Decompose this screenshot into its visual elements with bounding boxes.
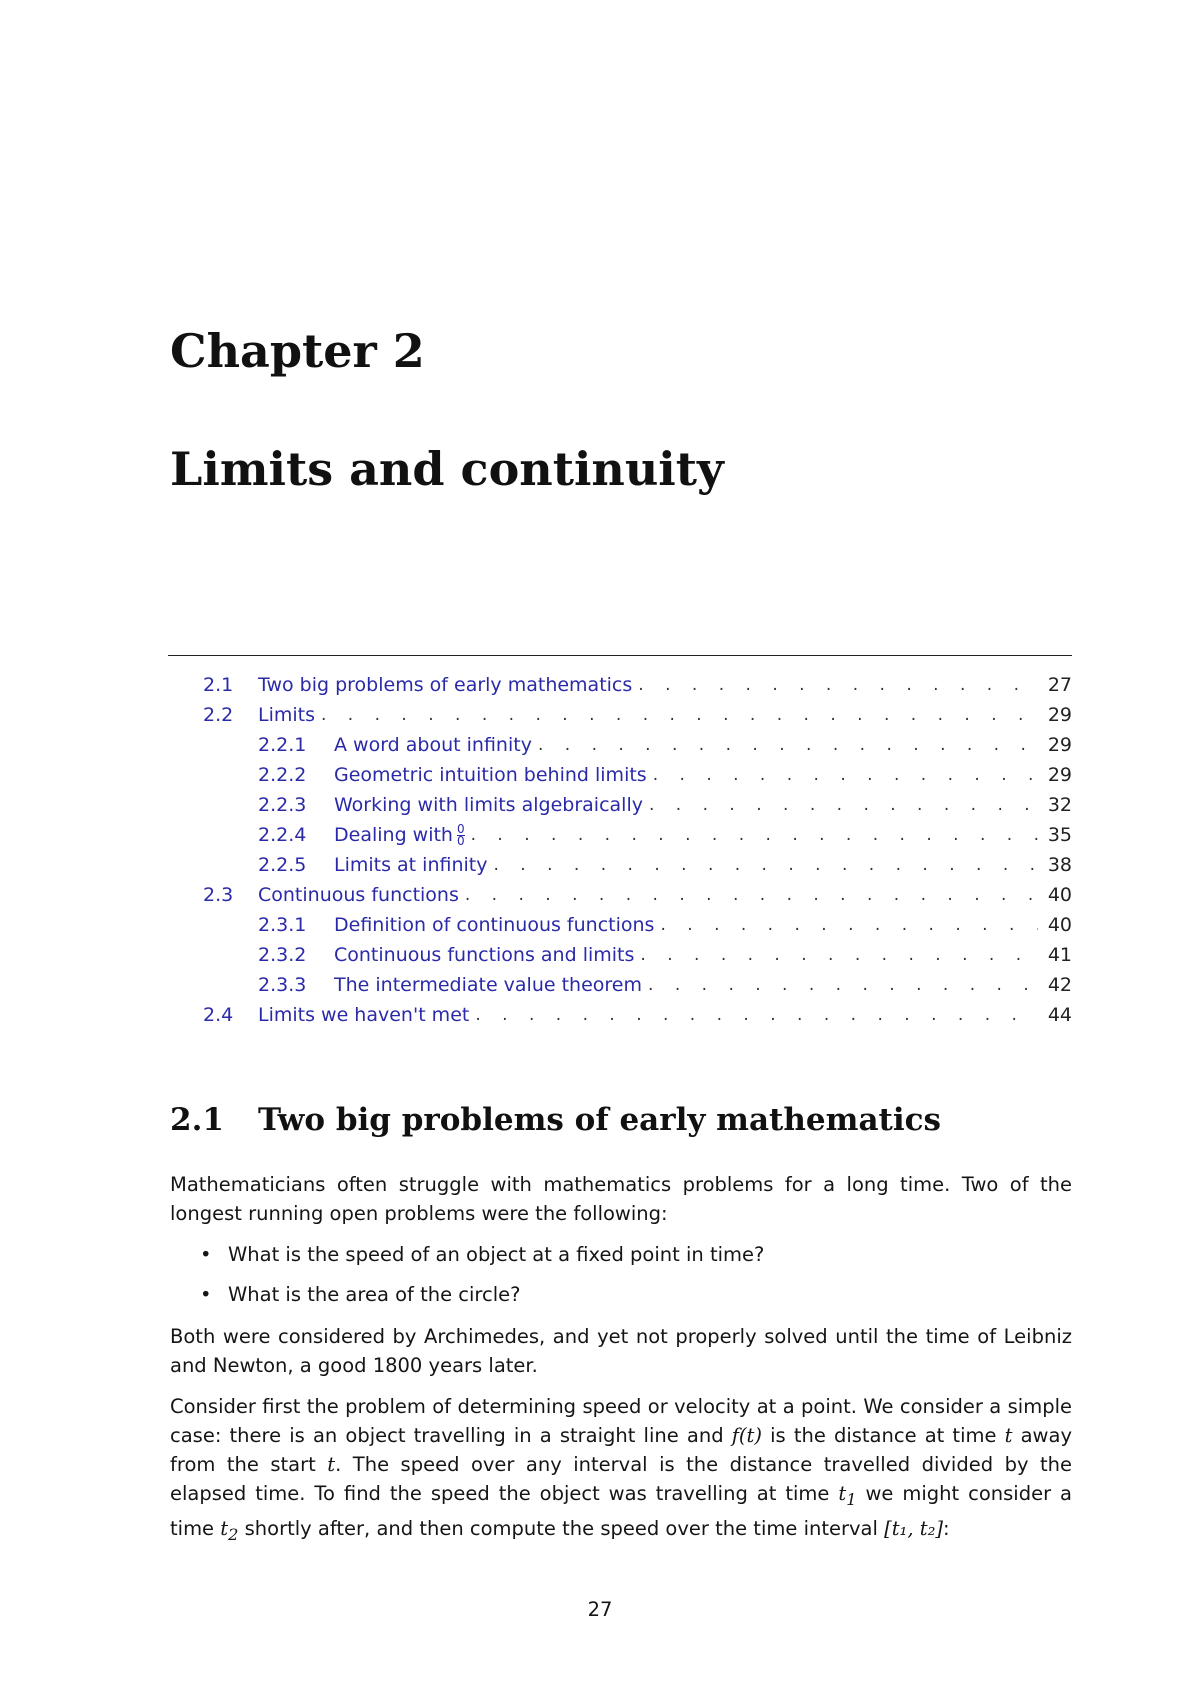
list-item xyxy=(200,1240,1070,1280)
text-run: shortly after, and then compute the speed over the time interval xyxy=(238,1516,885,1540)
math-t: t xyxy=(327,1453,336,1476)
toc-entry-number: 2.1 xyxy=(203,674,234,696)
toc-leader-dots xyxy=(654,915,1038,935)
toc-entry-2-2[interactable] xyxy=(168,700,1072,730)
toc-entry-2-2-3[interactable] xyxy=(168,790,1072,820)
toc-entry-2-2-1[interactable] xyxy=(168,730,1072,760)
list-item xyxy=(200,1280,1070,1320)
toc-entry-page: 27 xyxy=(1047,674,1072,696)
toc-entry-2-2-5[interactable] xyxy=(168,850,1072,880)
toc-entry-number: 2.3.3 xyxy=(258,974,307,996)
table-of-contents xyxy=(168,670,1072,1030)
toc-entry-title[interactable]: Geometric intuition behind limits xyxy=(334,764,647,786)
fraction-denominator: 0 xyxy=(456,833,465,848)
zero-over-zero-fraction xyxy=(456,821,465,848)
text-run: away from the start xyxy=(170,1424,1072,1476)
toc-entry-page: 32 xyxy=(1047,794,1072,816)
toc-entry-page: 29 xyxy=(1047,704,1072,726)
bullet-icon: • xyxy=(200,1283,212,1306)
math-interval: [t₁, t₂] xyxy=(884,1516,944,1540)
toc-entry-page: 35 xyxy=(1047,824,1072,846)
toc-leader-dots xyxy=(532,735,1038,755)
toc-entry-title: Dealing with xyxy=(334,823,453,846)
toc-entry-page: 40 xyxy=(1047,884,1072,906)
toc-leader-dots xyxy=(643,795,1038,815)
math-var: t xyxy=(220,1516,229,1540)
toc-leader-dots xyxy=(634,945,1038,965)
toc-entry-number: 2.2.5 xyxy=(258,854,307,876)
paragraph-speed xyxy=(170,1392,1072,1549)
math-f-of-t: f(t) xyxy=(731,1424,762,1447)
text-run: is the distance at time xyxy=(761,1424,1005,1447)
paragraph-intro: Mathematicians often struggle with mathematics problems for a long time. Two of the longest running open problems were the following: xyxy=(170,1173,1072,1225)
toc-entry-number: 2.3 xyxy=(203,884,234,906)
section-title: Two big problems of early mathematics xyxy=(258,1102,941,1138)
toc-entry-page: 29 xyxy=(1047,764,1072,786)
toc-entry-title[interactable]: Two big problems of early mathematics xyxy=(258,674,633,696)
toc-entry-title[interactable]: A word about infinity xyxy=(334,734,532,756)
paragraph-history: Both were considered by Archimedes, and yet not properly solved until the time of Leibniz and Newton, a good 1800 years later. xyxy=(170,1325,1072,1377)
math-subscript: 1 xyxy=(846,1489,857,1509)
page-number: 27 xyxy=(587,1598,613,1621)
toc-entry-page: 40 xyxy=(1047,914,1072,936)
toc-entry-title[interactable]: Definition of continuous functions xyxy=(334,914,655,936)
toc-entry-page: 41 xyxy=(1047,944,1072,966)
math-t1 xyxy=(838,1482,857,1509)
toc-entry-number: 2.4 xyxy=(203,1004,234,1026)
bullet-icon: • xyxy=(200,1243,212,1266)
text-run: we might consider a time xyxy=(170,1482,1073,1540)
toc-entry-2-2-2[interactable] xyxy=(168,760,1072,790)
toc-entry-2-1[interactable] xyxy=(168,670,1072,700)
toc-entry-number: 2.2.1 xyxy=(258,734,307,756)
section-heading xyxy=(170,1102,941,1138)
math-t2 xyxy=(220,1516,239,1544)
toc-leader-dots xyxy=(459,885,1038,905)
toc-entry-title-wrap[interactable] xyxy=(334,821,465,848)
toc-entry-title[interactable]: Limits xyxy=(258,704,315,726)
toc-entry-page: 29 xyxy=(1047,734,1072,756)
toc-leader-dots xyxy=(642,975,1038,995)
toc-entry-title[interactable]: Working with limits algebraically xyxy=(334,794,643,816)
toc-entry-title[interactable]: The intermediate value theorem xyxy=(334,974,643,996)
toc-entry-title[interactable]: Limits at infinity xyxy=(334,854,488,876)
list-item-text: What is the area of the circle? xyxy=(228,1283,521,1306)
toc-leader-dots xyxy=(315,705,1038,725)
toc-leader-dots xyxy=(469,1005,1038,1025)
toc-entry-number: 2.3.2 xyxy=(258,944,307,966)
math-subscript: 2 xyxy=(228,1524,239,1544)
toc-entry-2-3-3[interactable] xyxy=(168,970,1072,1000)
chapter-label: Chapter 2 xyxy=(170,324,425,378)
toc-entry-2-4[interactable] xyxy=(168,1000,1072,1030)
toc-entry-2-3-1[interactable] xyxy=(168,910,1072,940)
toc-entry-2-3[interactable] xyxy=(168,880,1072,910)
toc-entry-page: 38 xyxy=(1047,854,1072,876)
toc-entry-number: 2.2.4 xyxy=(258,824,307,846)
toc-entry-2-2-4[interactable] xyxy=(168,820,1072,850)
fraction-numerator: 0 xyxy=(456,821,465,836)
toc-entry-page: 42 xyxy=(1047,974,1072,996)
toc-leader-dots xyxy=(632,675,1038,695)
toc-entry-2-3-2[interactable] xyxy=(168,940,1072,970)
toc-divider xyxy=(168,655,1072,656)
toc-entry-title[interactable]: Continuous functions and limits xyxy=(334,944,635,966)
toc-entry-page: 44 xyxy=(1047,1004,1072,1026)
math-var: t xyxy=(838,1482,847,1505)
toc-leader-dots xyxy=(465,825,1038,845)
bullet-list xyxy=(200,1240,1070,1320)
section-number: 2.1 xyxy=(170,1102,224,1138)
toc-leader-dots xyxy=(647,765,1038,785)
toc-entry-title[interactable]: Continuous functions xyxy=(258,884,459,906)
toc-entry-number: 2.3.1 xyxy=(258,914,307,936)
math-t: t xyxy=(1004,1424,1013,1447)
toc-entry-number: 2.2.2 xyxy=(258,764,307,786)
chapter-title: Limits and continuity xyxy=(170,442,724,496)
toc-entry-number: 2.2 xyxy=(203,704,234,726)
toc-entry-title[interactable]: Limits we haven't met xyxy=(258,1004,470,1026)
text-run: Consider first the problem of determining speed or velocity at a point. We consider a simple case: there is an object travelling in a straight line and xyxy=(170,1395,1072,1447)
text-run: : xyxy=(943,1516,950,1540)
toc-entry-number: 2.2.3 xyxy=(258,794,307,816)
text-run: . The speed over any interval is the distance travelled divided by the elapsed time. To find the speed the object was travelling at time xyxy=(170,1453,1072,1505)
list-item-text: What is the speed of an object at a fixed point in time? xyxy=(228,1243,765,1266)
toc-leader-dots xyxy=(487,855,1038,875)
